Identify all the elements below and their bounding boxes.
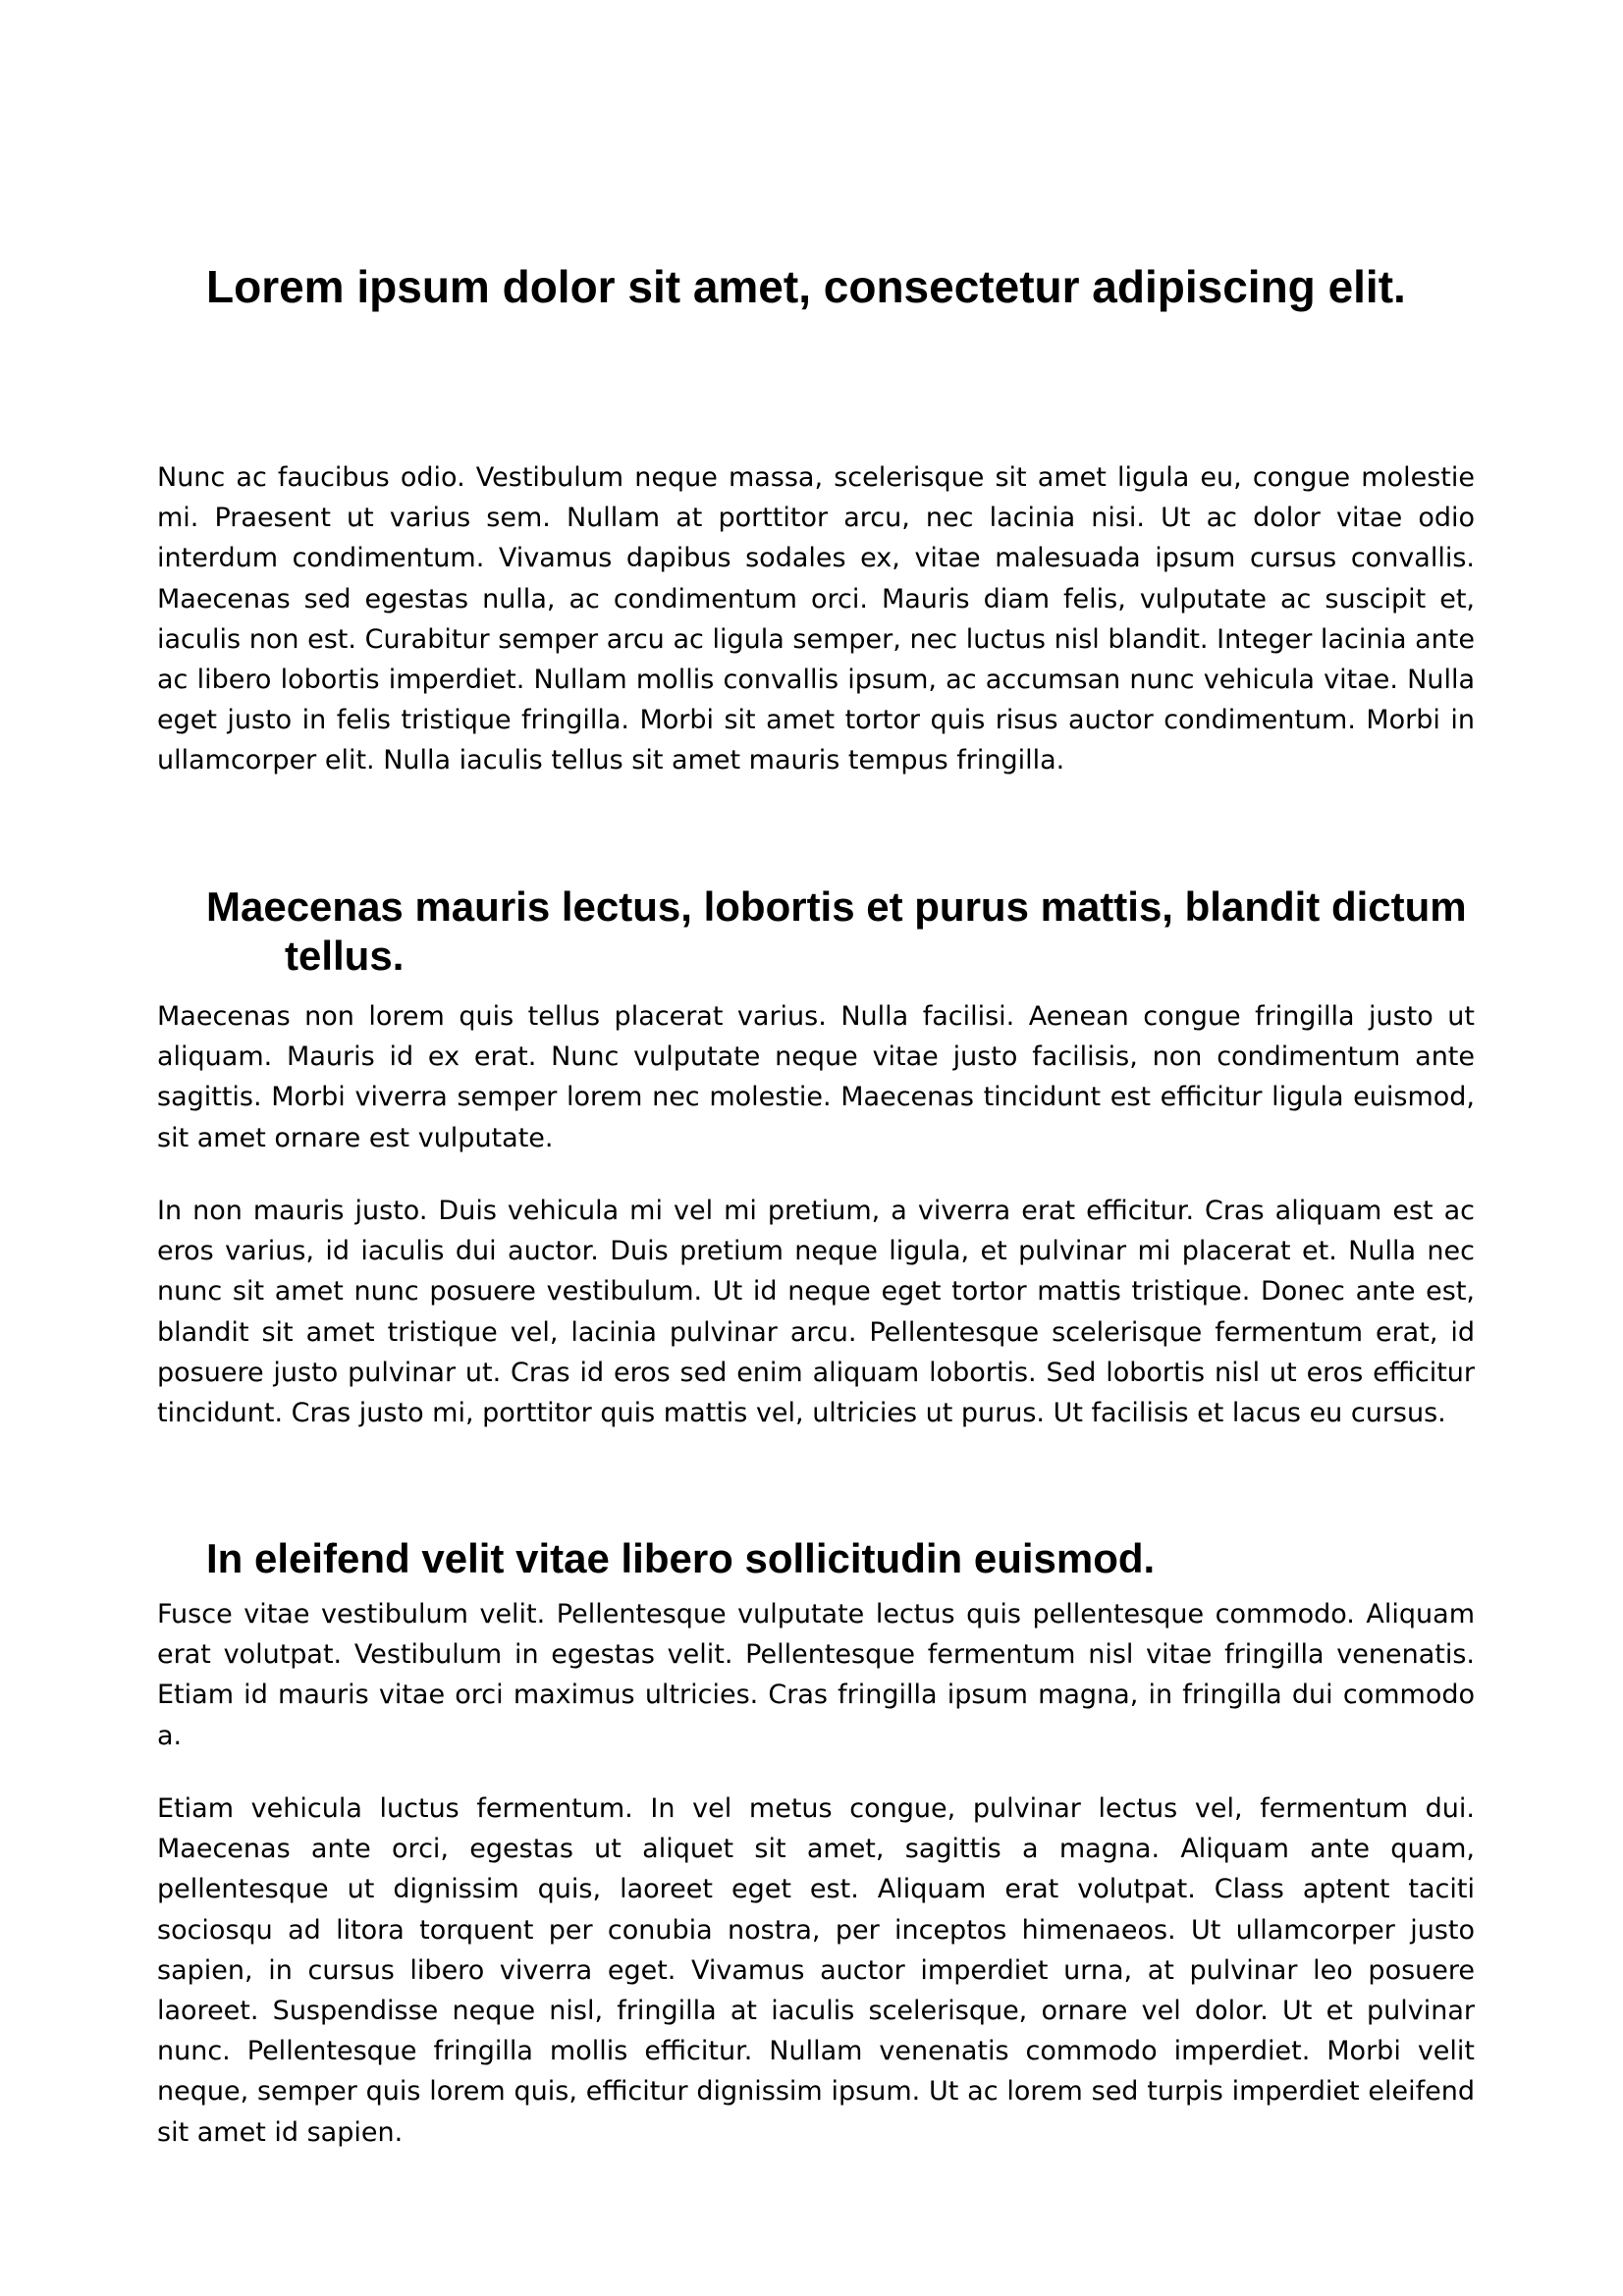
section-1-paragraph-2: In non mauris justo. Duis vehicula mi vel mi pretium, a viverra erat efficitur. Cras aliquam est ac eros varius, id iaculis dui auctor. Duis pretium neque ligula, et pulvinar mi placerat et. Nulla nec nunc sit amet nunc posuere vestibulum. Ut id neque eget tortor mattis tristique. Donec ante est, blandit sit amet tristique vel, lacinia pulvinar arcu. Pellentesque scelerisque fermentum erat, id posuere justo pulvinar ut. Cras id eros sed enim aliquam lobortis. Sed lobortis nisl ut eros efficitur tincidunt. Cras justo mi, porttitor quis mattis vel, ultricies ut purus. Ut facilisis et lacus eu cursus. — [157, 1196, 1475, 1429]
section-2-paragraph-2: Etiam vehicula luctus fermentum. In vel metus congue, pulvinar lectus vel, fermentum dui. Maecenas ante orci, egestas ut aliquet sit amet, sagittis a magna. Aliquam ante quam, pellentesque ut dignissim quis, laoreet eget est. Aliquam erat volutpat. Class aptent taciti sociosqu ad litora torquent per conubia nostra, per inceptos himenaeos. Ut ullamcorper justo sapien, in cursus libero viverra eget. Vivamus auctor imperdiet urna, at pulvinar leo posuere laoreet. Suspendisse neque nisl, fringilla at iaculis scelerisque, ornare vel dolor. Ut et pulvinar nunc. Pellentesque fringilla mollis efficitur. Nullam venenatis commodo imperdiet. Morbi velit neque, semper quis lorem quis, efficitur dignissim ipsum. Ut ac lorem sed turpis imperdiet eleifend sit amet id sapien. — [157, 1793, 1475, 2148]
section-2-paragraph-1: Fusce vitae vestibulum velit. Pellentesque vulputate lectus quis pellentesque commodo. Aliquam erat volutpat. Vestibulum in egestas velit. Pellentesque fermentum nisl vitae fringilla venenatis. Etiam id mauris vitae orci maximus ultricies. Cras fringilla ipsum magna, in fringilla dui commodo a. — [157, 1599, 1475, 1751]
intro-paragraph: Nunc ac faucibus odio. Vestibulum neque massa, scelerisque sit amet ligula eu, congue molestie mi. Praesent ut varius sem. Nullam at porttitor arcu, nec lacinia nisi. Ut ac dolor vitae odio interdum condimentum. Vivamus dapibus sodales ex, vitae malesuada ipsum cursus convallis. Maecenas sed egestas nulla, ac condimentum orci. Mauris diam felis, vulputate ac suscipit et, iaculis non est. Curabitur semper arcu ac ligula semper, nec luctus nisl blandit. Integer lacinia ante ac libero lobortis imperdiet. Nullam mollis convallis ipsum, ac accumsan nunc vehicula vitae. Nulla eget justo in felis tristique fringilla. Morbi sit amet tortor quis risus auctor condimentum. Morbi in ullamcorper elit. Nulla iaculis tellus sit amet mauris tempus fringilla. — [157, 462, 1475, 776]
section-1-paragraph-1: Maecenas non lorem quis tellus placerat varius. Nulla facilisi. Aenean congue fringilla justo ut aliquam. Mauris id ex erat. Nunc vulputate neque vitae justo facilisis, non condimentum ante sagittis. Morbi viverra semper lorem nec molestie. Maecenas tincidunt est efficitur ligula euismod, sit amet ornare est vulputate. — [157, 1001, 1475, 1153]
document-title: Lorem ipsum dolor sit amet, consectetur adipiscing elit. — [206, 261, 1406, 312]
section-2-heading: In eleifend velit vitae libero sollicitudin euismod. — [206, 1535, 1156, 1581]
section-1-heading: Maecenas mauris lectus, lobortis et purus mattis, blandit dictum tellus. — [206, 883, 1467, 979]
